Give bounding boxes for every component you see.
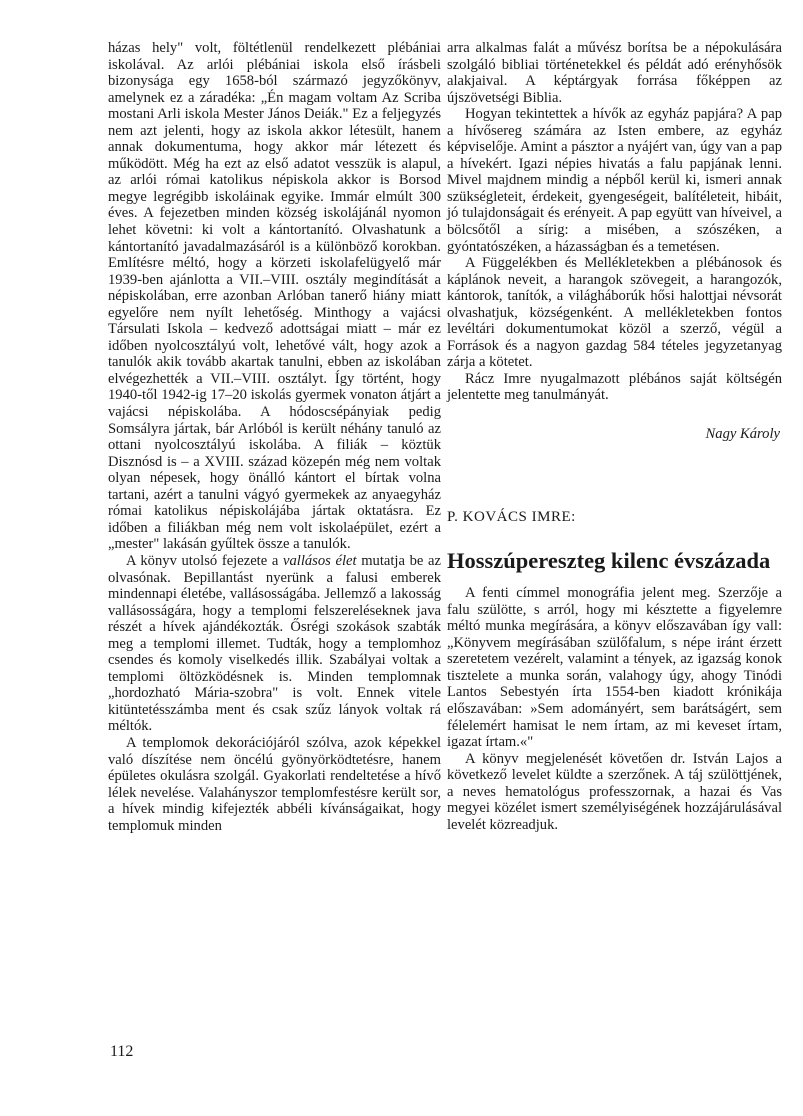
article-title: Hosszúpereszteg kilenc évszázada xyxy=(447,548,771,574)
left-paragraph-3: A templomok dekorációjáról szólva, azok képekkel való díszítése nem öncélú gyönyörködtetésre, hanem épületes okulásra szolgál. Gyakorlati rendeltetése a hívő lélek nevelése. Valahányszor templomfestésre került sor, a hívek mindig kifejezték abbéli kívánságaikat, hogy templomuk minden xyxy=(108,734,441,834)
right-column xyxy=(447,40,782,833)
right-paragraph-3: A Függelékben és Mellékletekben a plébánosok és káplánok neveit, a harangok szövegeit, a harangozók, kántorok, tanítók, a világháborúk hősi halottjai névsorát olvashatjuk, községenként. A mellékletekben fontos levéltári dokumentumokat közöl a szerző, végül a Források és a nagyon gazdag 584 tételes jegyzetanyag zárja a kötetet. xyxy=(447,255,782,371)
right-paragraph-1: arra alkalmas falát a művész borítsa be a népokulására szolgáló bibliai történetekkel és példát adó erényhősök alakjaival. A képtárgyak forrása főképpen az újszövetségi Biblia. xyxy=(447,40,782,106)
left-paragraph-2-emphasis: vallásos élet xyxy=(282,552,357,569)
left-paragraph-2 xyxy=(108,553,441,735)
article-paragraph-2: A könyv megjelenését követően dr. István Lajos a következő levelet küldte a szerzőnek. A táj szülöttjének, a neves hematológus professzornak, a hazai és Vas megyei közélet ismert személyiségének hozzájárulásával levelét közreadjuk. xyxy=(447,750,782,833)
article-paragraph-1: A fenti címmel monográfia jelent meg. Szerzője a falu szülötte, s arról, hogy mi késztette a figyelemre méltó munka megírására, a könyv előszavában így vall: „Könyvem megírásában szülőfalum, s népe iránt érzett szeretetem vezérelt, valamint a tények, az igazság konok tisztelete a munka során, valahogy úgy, ahogy Tinódi Lantos Sebestyén írta 1554-ben kiadott krónikája előszavában: »Sem adományért, sem barátságért, sem félelemért hamisat le nem írtam, az mi keveset írtam, igazat írtam.«" xyxy=(447,585,782,751)
left-column xyxy=(108,40,441,834)
left-paragraph-1: házas hely" volt, föltétlenül rendelkezett plébániai iskolával. Az arlói plébániai iskola első írásbeli bizonysága egy 1658-ból származó jegyzőkönyv, amelynek ez a záradéka: „Én magam voltam Az Scriba mostani Arli iskola Mester János Deiák." Ez a feljegyzés nem azt jelenti, hogy az iskola akkor létesült, hanem annak dokumentuma, hogy akkor már létezett és működött. Még ha ezt az első adatot vesszük is alapul, az arlói római katolikus népiskola akkor is Borsod megye legrégibb iskoláinak egyike. Immár elmúlt 300 éves. A fejezetben minden község iskolájánál nyomon lehet követni: ki volt a kántortanító. Olvashatunk a kántortanító javadalmazásáról is a különböző korokban. Említésre méltó, hogy a körzeti iskolafelügyelő már 1939-ben ajánlotta a VII.–VIII. osztály megindítását a népiskolában, erre azonban Arlóban tanerő hiány miatt egyelőre nem nyílt lehetőség. Minthogy a vajácsi Társulati Iskola – kedvező adottságai miatt – már ez időben nyolcosztályú volt, lehetővé vált, hogy azok a tanulók akik tovább akartak tanulni, ebben az iskolában elvégezhették a VII.–VIII. osztályt. Így történt, hogy 1940-től 1942-ig 17–20 iskolás gyermek vonaton átjárt a vajácsi népiskolába. A hódoscsépányiak pedig Somsályra jártak, bár Arlóból is került néhány tanuló az ottani nyolcosztályú iskolába. A filiák – köztük Disznósd is – a XVIII. század közepén még nem voltak olyan népesek, hogy önálló kántort el bírtak volna tartani, azért a tanulni vágyó gyermekek az anyaegyház római katolikus népiskolájába jártak oktatásra. Ez időben a filiákban még nem volt iskolaépület, ezért a „mester" lakásán gyűltek össze a tanulók. xyxy=(108,40,441,553)
article-author: P. KOVÁCS IMRE: xyxy=(447,508,576,525)
left-paragraph-2-lead: A könyv utolsó fejezete a xyxy=(126,552,283,569)
review-signature: Nagy Károly xyxy=(705,426,780,443)
left-paragraph-2-rest: mutatja be az olvasónak. Bepillantást nyerünk a falusi emberek mindennapi életébe, vallásosságába. Jellemző a lakosság vallásosságára, hogy a templomi felszereléseknek java részét a hívek ajándékozták. Ősrégi szokások szabták meg a templomi illemet. Tudták, hogy a templomhoz csendes és komoly viselkedés illik. Szabályai voltak a templomi öltözködésnek is. Minden templomnak „hordozható Mária-szobra" is volt. Ennek vitele kitüntetésszámba ment és csak szűz lányok voltak rá méltók. xyxy=(108,552,441,735)
page-number: 112 xyxy=(110,1043,134,1060)
right-paragraph-2: Hogyan tekintettek a hívők az egyház papjára? A pap a hívősereg számára az Isten embere, az egyház képviselője. Amint a pásztor a nyájért van, úgy van a pap a hívekért. Igazi népies hivatás a falu papjának lenni. Mivel majdnem mindig a népből kerül ki, ismeri annak szükségleteit, érdekeit, gyengeségeit, balítéleteit, hibáit, jó tulajdonságait és erényeit. A pap együtt van híveivel, a bölcsőtől a sírig: a misében, a szószéken, a gyóntatószéken, a házasságban és a temetésen. xyxy=(447,106,782,255)
right-paragraph-4: Rácz Imre nyugalmazott plébános saját költségén jelentette meg tanulmányát. xyxy=(447,370,782,404)
